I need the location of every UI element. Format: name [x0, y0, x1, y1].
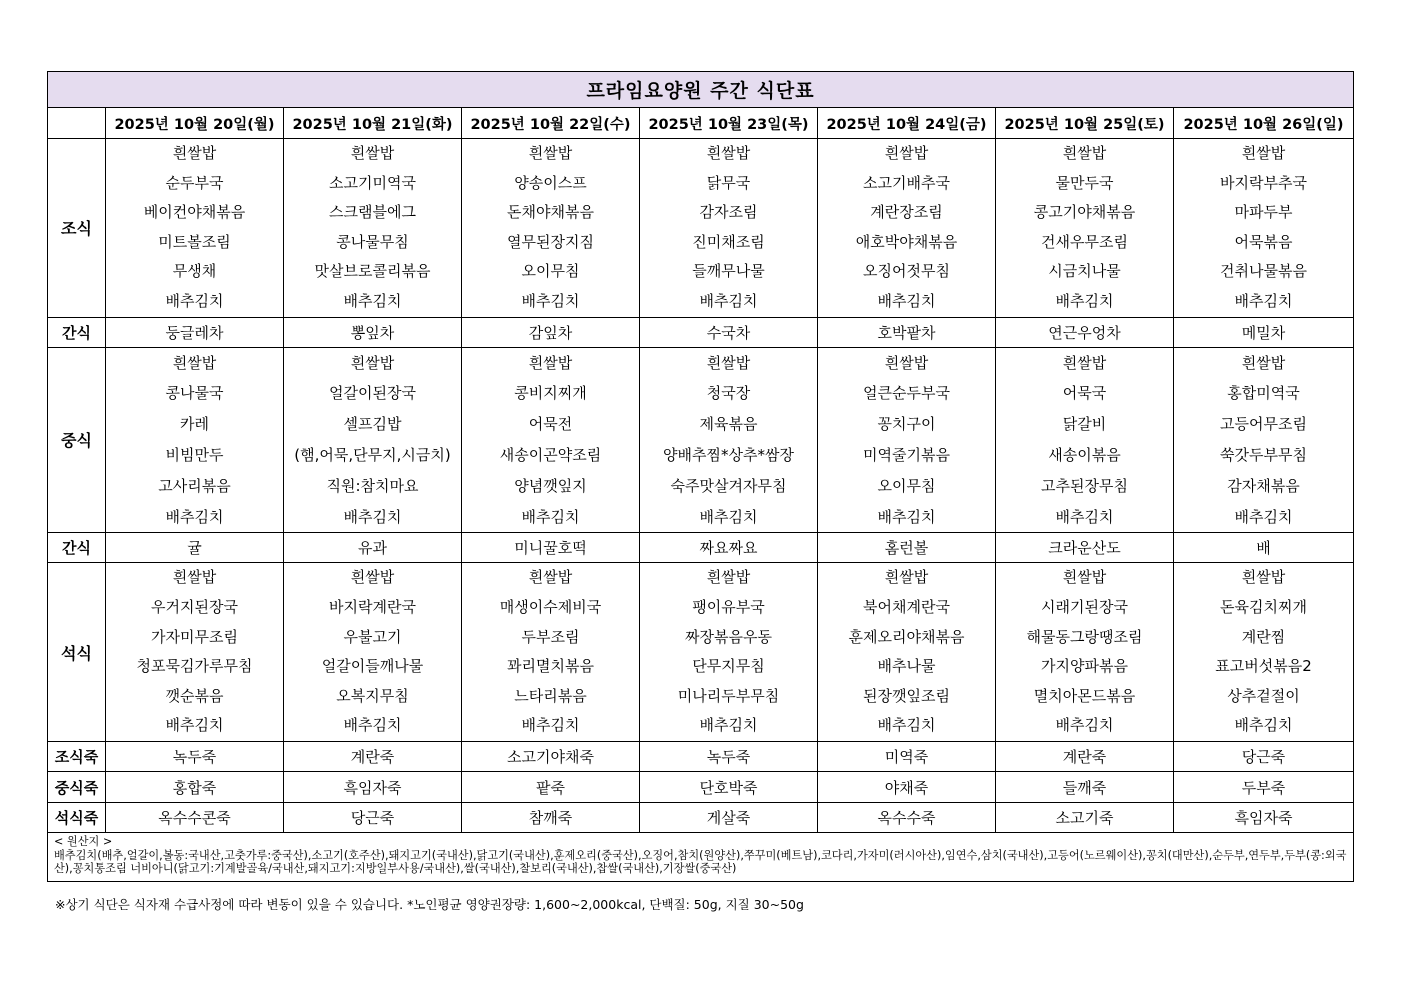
- menu-item: 카레: [180, 415, 209, 434]
- dinner-day-3: [640, 563, 818, 742]
- menu-item: 순두부국: [165, 173, 224, 192]
- menu-item: 콩고기야채볶음: [1033, 203, 1136, 222]
- menu-item: 직원:참치마요: [326, 476, 419, 495]
- porridge_lunch-day-2: 팥죽: [462, 772, 640, 803]
- menu-item: 배추김치: [521, 716, 580, 735]
- menu-item: 짜장볶음우동: [685, 627, 772, 646]
- date-header-1: 2025년 10월 21일(화): [284, 108, 462, 139]
- breakfast-day-0: [106, 139, 284, 318]
- date-header-6: 2025년 10월 26일(일): [1174, 108, 1354, 139]
- menu-item: 표고버섯볶음2: [1215, 657, 1312, 676]
- menu-item: 고추된장무침: [1041, 476, 1128, 495]
- date-header-4: 2025년 10월 24일(금): [818, 108, 996, 139]
- menu-item: 시금치나물: [1048, 262, 1121, 281]
- footnote: ※상기 식단은 식자재 수급사정에 따라 변동이 있을 수 있습니다. *노인평균 영양권장량: 1,600~2,000kcal, 단백질: 50g, 지질 30~50g: [55, 897, 804, 912]
- menu-item: 흰쌀밥: [884, 353, 929, 372]
- menu-item: 오이무침: [877, 476, 936, 495]
- menu-item: 두부조림: [521, 627, 580, 646]
- menu-item: 흰쌀밥: [350, 144, 395, 162]
- porridge_lunch-day-1: 흑임자죽: [284, 772, 462, 803]
- menu-item: 배추김치: [699, 291, 758, 310]
- date-header-3: 2025년 10월 23일(목): [640, 108, 818, 139]
- menu-item: 바지락계란국: [329, 597, 416, 616]
- menu-item: 배추김치: [1055, 716, 1114, 735]
- menu-item: 흰쌀밥: [1062, 568, 1107, 587]
- date-header-0: 2025년 10월 20일(월): [106, 108, 284, 139]
- menu-item: 콩비지찌개: [514, 384, 587, 403]
- menu-item: 바지락부추국: [1220, 173, 1307, 192]
- snack2-day-2: 미니꿀호떡: [462, 533, 640, 563]
- menu-item: 우거지된장국: [151, 597, 238, 616]
- menu-item: 배추김치: [1055, 291, 1114, 310]
- menu-item: 베이컨야채볶음: [143, 203, 246, 222]
- menu-item: 소고기미역국: [329, 173, 416, 192]
- menu-item: 배추김치: [343, 291, 402, 310]
- menu-item: 배추김치: [699, 507, 758, 526]
- menu-item: 팽이유부국: [692, 597, 765, 616]
- snack1-day-1: 뽕잎차: [284, 317, 462, 347]
- menu-item: (햄,어묵,단무지,시금치): [294, 445, 451, 464]
- menu-item: 흰쌀밥: [884, 568, 929, 587]
- snack2-day-3: 짜요짜요: [640, 533, 818, 563]
- menu-item: 돈채야채볶음: [507, 203, 594, 222]
- menu-item: 청국장: [706, 384, 751, 403]
- snack1-row: [48, 317, 1354, 347]
- menu-item: 진미채조림: [692, 232, 765, 251]
- porridge_lunch-day-3: 단호박죽: [640, 772, 818, 803]
- menu-item: 마파두부: [1234, 203, 1293, 222]
- menu-item: 닭갈비: [1062, 415, 1107, 434]
- dinner-label: 석식: [48, 563, 106, 742]
- menu-item: 홍합미역국: [1227, 384, 1300, 403]
- porridge_breakfast-day-0: 녹두죽: [106, 741, 284, 772]
- menu-item: 된장깻잎조림: [863, 686, 950, 705]
- menu-item: 흰쌀밥: [706, 353, 751, 372]
- date-header-5: 2025년 10월 25일(토): [996, 108, 1174, 139]
- menu-item: 양송이스프: [514, 173, 587, 192]
- menu-item: 스크램블에그: [329, 203, 416, 222]
- porridge_lunch-row: [48, 772, 1354, 803]
- menu-item: 흰쌀밥: [528, 144, 573, 162]
- menu-item: 배추김치: [521, 291, 580, 310]
- lunch-day-3: [640, 347, 818, 533]
- menu-item: 미역줄기볶음: [863, 445, 950, 464]
- dinner-day-1: [284, 563, 462, 742]
- snack1-day-2: 감잎차: [462, 317, 640, 347]
- menu-item: 매생이수제비국: [499, 597, 602, 616]
- menu-item: 배추김치: [343, 716, 402, 735]
- menu-item: 배추김치: [165, 507, 224, 526]
- menu-item: 양배추찜*상추*쌈장: [663, 445, 794, 464]
- menu-item: 물만두국: [1055, 173, 1114, 192]
- snack1-day-0: 둥글레차: [106, 317, 284, 347]
- breakfast-row: [48, 139, 1354, 318]
- origin-row: [48, 833, 1354, 882]
- menu-item: 시래기된장국: [1041, 597, 1128, 616]
- menu-item: 배추김치: [1234, 291, 1293, 310]
- menu-item: 북어채계란국: [863, 597, 950, 616]
- menu-item: 단무지무침: [692, 657, 765, 676]
- origin-label: < 원산지 >: [54, 835, 113, 849]
- menu-item: 배추김치: [877, 507, 936, 526]
- menu-item: 배추김치: [521, 507, 580, 526]
- origin-text: 배추김치(배추,얼갈이,볼동:국내산,고춧가루:중국산),소고기(호주산),돼지고기(국내산),닭고기(국내산),훈제오리(중국산),오징어,참치(원양산),쭈꾸미(베트남),코다리,가자미(러시아산),임연수,삼치(국내산),고등어(노르웨이산),꽁치(대만산),순두부,연두부,두부(콩:외국산),꽁치통조림 너비아니(닭고기:기계발골육/국내산,돼지고기:지방일부사용/국내산),쌀(국내산),찰보리(국내산),찹쌀(국내산),기장쌀(중국산): [54, 848, 1347, 876]
- porridge_lunch-day-5: 들깨죽: [996, 772, 1174, 803]
- menu-item: 꽁치구이: [877, 415, 936, 434]
- breakfast-day-6: [1174, 139, 1354, 318]
- menu-item: 배추김치: [165, 291, 224, 310]
- snack2-day-6: 배: [1174, 533, 1354, 563]
- menu-item: 오징어젓무침: [863, 262, 950, 281]
- breakfast-day-5: [996, 139, 1174, 318]
- menu-item: 오이무침: [521, 262, 580, 281]
- menu-item: 흰쌀밥: [1241, 353, 1286, 372]
- lunch-day-0: [106, 347, 284, 533]
- snack1-day-3: 수국차: [640, 317, 818, 347]
- menu-item: 감자조림: [699, 203, 758, 222]
- porridge_dinner-day-4: 옥수수죽: [818, 802, 996, 833]
- porridge_lunch-day-0: 홍합죽: [106, 772, 284, 803]
- menu-item: 들깨무나물: [692, 262, 765, 281]
- breakfast-day-1: [284, 139, 462, 318]
- porridge_breakfast-row: [48, 741, 1354, 772]
- porridge_lunch-day-6: 두부죽: [1174, 772, 1354, 803]
- menu-item: 흰쌀밥: [706, 144, 751, 162]
- lunch-day-1: [284, 347, 462, 533]
- porridge_dinner-day-0: 옥수수콘죽: [106, 802, 284, 833]
- porridge_breakfast-day-5: 계란죽: [996, 741, 1174, 772]
- porridge_lunch-day-4: 야채죽: [818, 772, 996, 803]
- menu-item: 흰쌀밥: [350, 353, 395, 372]
- snack1-day-6: 메밀차: [1174, 317, 1354, 347]
- menu-item: 어묵전: [528, 415, 573, 434]
- menu-item: 깻순볶음: [165, 686, 224, 705]
- menu-item: 숙주맛살겨자무침: [670, 476, 787, 495]
- snack1-day-4: 호박팥차: [818, 317, 996, 347]
- dinner-row: [48, 563, 1354, 742]
- lunch-day-2: [462, 347, 640, 533]
- menu-item: 흰쌀밥: [350, 568, 395, 587]
- menu-item: 훈제오리야채볶음: [848, 627, 965, 646]
- breakfast-day-4: [818, 139, 996, 318]
- menu-item: 흰쌀밥: [1062, 144, 1107, 162]
- corner-cell: [48, 108, 106, 139]
- menu-item: 셀프김밥: [343, 415, 402, 434]
- porridge_breakfast-day-1: 계란죽: [284, 741, 462, 772]
- menu-item: 돈육김치찌개: [1220, 597, 1307, 616]
- menu-item: 제육볶음: [699, 415, 758, 434]
- menu-item: 흰쌀밥: [172, 568, 217, 587]
- menu-item: 멸치아몬드볶음: [1033, 686, 1136, 705]
- snack1-day-5: 연근우엉차: [996, 317, 1174, 347]
- menu-item: 양념깻잎지: [514, 476, 587, 495]
- menu-item: 맛살브로콜리볶음: [314, 262, 431, 281]
- menu-item: 소고기배추국: [863, 173, 950, 192]
- menu-item: 흰쌀밥: [528, 353, 573, 372]
- menu-item: 무생채: [172, 262, 217, 281]
- menu-item: 흰쌀밥: [1062, 353, 1107, 372]
- menu-item: 느타리볶음: [514, 686, 587, 705]
- menu-item: 배추김치: [1055, 507, 1114, 526]
- menu-item: 가지양파볶음: [1041, 657, 1128, 676]
- breakfast-day-2: [462, 139, 640, 318]
- menu-item: 고사리볶음: [158, 476, 231, 495]
- porridge_lunch-label: 중식죽: [48, 772, 106, 803]
- menu-item: 흰쌀밥: [172, 144, 217, 162]
- menu-item: 건취나물볶음: [1220, 262, 1307, 281]
- porridge_breakfast-day-6: 당근죽: [1174, 741, 1354, 772]
- menu-item: 계란장조림: [870, 203, 943, 222]
- page-title: 프라임요양원 주간 식단표: [48, 72, 1354, 108]
- menu-item: 배추김치: [877, 291, 936, 310]
- snack2-day-0: 귤: [106, 533, 284, 563]
- menu-item: 청포묵김가루무침: [136, 657, 253, 676]
- lunch-day-5: [996, 347, 1174, 533]
- porridge_dinner-day-1: 당근죽: [284, 802, 462, 833]
- menu-item: 흰쌀밥: [884, 144, 929, 162]
- snack2-day-5: 크라운산도: [996, 533, 1174, 563]
- menu-item: 어묵볶음: [1234, 232, 1293, 251]
- dinner-day-2: [462, 563, 640, 742]
- menu-item: 배추김치: [699, 716, 758, 735]
- dinner-day-5: [996, 563, 1174, 742]
- porridge_breakfast-label: 조식죽: [48, 741, 106, 772]
- menu-item: 배추김치: [1234, 716, 1293, 735]
- menu-item: 배추김치: [1234, 507, 1293, 526]
- lunch-day-4: [818, 347, 996, 533]
- menu-item: 열무된장지짐: [507, 232, 594, 251]
- menu-item: 미나리두부무침: [677, 686, 780, 705]
- porridge_dinner-day-2: 참깨죽: [462, 802, 640, 833]
- menu-item: 얼갈이들깨나물: [321, 657, 424, 676]
- date-header-2: 2025년 10월 22일(수): [462, 108, 640, 139]
- snack2-label: 간식: [48, 533, 106, 563]
- breakfast-label: 조식: [48, 139, 106, 318]
- menu-item: 흰쌀밥: [1241, 144, 1286, 162]
- menu-item: 고등어무조림: [1220, 415, 1307, 434]
- menu-item: 새송이곤약조림: [499, 445, 602, 464]
- menu-item: 닭무국: [706, 173, 751, 192]
- snack1-label: 간식: [48, 317, 106, 347]
- porridge_dinner-row: [48, 802, 1354, 833]
- origin-cell: [48, 833, 1354, 882]
- dinner-day-6: [1174, 563, 1354, 742]
- menu-item: 건새우무조림: [1041, 232, 1128, 251]
- lunch-day-6: [1174, 347, 1354, 533]
- menu-item: 흰쌀밥: [706, 568, 751, 587]
- menu-item: 쑥갓두부무침: [1220, 445, 1307, 464]
- snack2-day-4: 홈런볼: [818, 533, 996, 563]
- porridge_dinner-label: 석식죽: [48, 802, 106, 833]
- lunch-label: 중식: [48, 347, 106, 533]
- menu-item: 콩나물무침: [336, 232, 409, 251]
- menu-item: 꽈리멸치볶음: [507, 657, 594, 676]
- menu-item: 새송이볶음: [1048, 445, 1121, 464]
- porridge_breakfast-day-3: 녹두죽: [640, 741, 818, 772]
- date-header-row: [48, 108, 1354, 139]
- porridge_dinner-day-6: 흑임자죽: [1174, 802, 1354, 833]
- porridge_dinner-day-3: 게살죽: [640, 802, 818, 833]
- menu-item: 얼큰순두부국: [863, 384, 950, 403]
- menu-item: 해물동그랑땡조림: [1026, 627, 1143, 646]
- menu-item: 미트볼조림: [158, 232, 231, 251]
- porridge_dinner-day-5: 소고기죽: [996, 802, 1174, 833]
- menu-item: 가자미무조림: [151, 627, 238, 646]
- menu-item: 배추나물: [877, 657, 936, 676]
- snack2-row: [48, 533, 1354, 563]
- porridge_breakfast-day-2: 소고기야채죽: [462, 741, 640, 772]
- dinner-day-4: [818, 563, 996, 742]
- breakfast-day-3: [640, 139, 818, 318]
- menu-item: 어묵국: [1062, 384, 1107, 403]
- menu-item: 계란찜: [1241, 627, 1286, 646]
- menu-item: 콩나물국: [165, 384, 224, 403]
- menu-item: 배추김치: [877, 716, 936, 735]
- menu-item: 배추김치: [343, 507, 402, 526]
- menu-item: 오복지무침: [336, 686, 409, 705]
- lunch-row: [48, 347, 1354, 533]
- menu-item: 얼갈이된장국: [329, 384, 416, 403]
- menu-item: 흰쌀밥: [1241, 568, 1286, 587]
- menu-item: 흰쌀밥: [528, 568, 573, 587]
- menu-item: 애호박야채볶음: [855, 232, 958, 251]
- menu-item: 비빔만두: [165, 445, 224, 464]
- snack2-day-1: 유과: [284, 533, 462, 563]
- menu-item: 감자채볶음: [1227, 476, 1300, 495]
- menu-item: 흰쌀밥: [172, 353, 217, 372]
- dinner-day-0: [106, 563, 284, 742]
- porridge_breakfast-day-4: 미역죽: [818, 741, 996, 772]
- weekly-menu-table: [47, 71, 1354, 882]
- menu-item: 상추겉절이: [1227, 686, 1300, 705]
- menu-item: 배추김치: [165, 716, 224, 735]
- menu-item: 우불고기: [343, 627, 402, 646]
